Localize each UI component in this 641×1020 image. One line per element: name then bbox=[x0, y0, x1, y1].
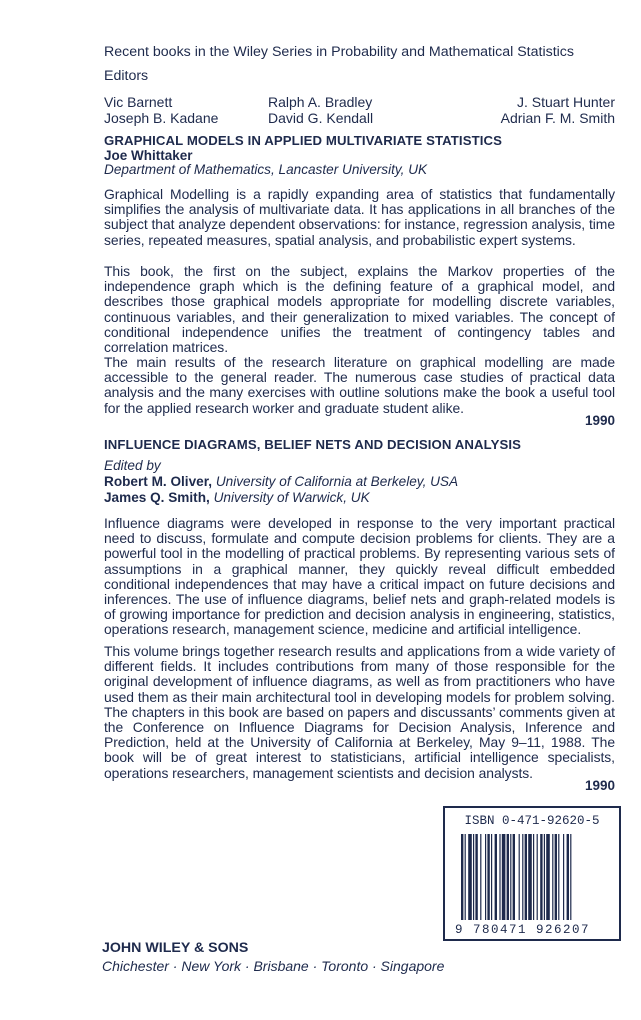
barcode-bar bbox=[525, 834, 527, 920]
book-1-paragraph-3: The main results of the research literature on graphical modelling are made accessible to the general reader. The numerous case studies of practical data analysis and the many exercises with outline solutions make the book a useful tool for the applied research worker and graduate student alike. bbox=[104, 354, 615, 416]
barcode-bar bbox=[537, 834, 538, 920]
barcode-bar bbox=[473, 834, 474, 920]
barcode-bar bbox=[540, 834, 542, 920]
editors-column-3 bbox=[501, 94, 615, 126]
barcode-bar bbox=[555, 834, 557, 920]
barcode-bar bbox=[552, 834, 553, 920]
isbn-number: ISBN 0-471-92620-5 bbox=[464, 814, 600, 828]
barcode-bar bbox=[465, 834, 466, 920]
editors-column-1 bbox=[104, 94, 218, 126]
barcode-bar bbox=[495, 834, 497, 920]
book-2-editor-1 bbox=[104, 474, 458, 490]
barcode-bar bbox=[507, 834, 509, 920]
editor-name: Robert M. Oliver, bbox=[104, 474, 213, 489]
editors-column-2 bbox=[268, 94, 373, 126]
series-heading: Recent books in the Wiley Series in Probability and Mathematical Statistics bbox=[104, 44, 574, 60]
ean-digits: 9 780471 926207 bbox=[455, 923, 591, 937]
barcode-bar bbox=[522, 834, 523, 920]
barcode-bar bbox=[487, 834, 489, 920]
barcode-bar bbox=[510, 834, 511, 920]
edited-by-label: Edited by bbox=[104, 458, 161, 473]
editor-name: Joseph B. Kadane bbox=[104, 110, 219, 126]
editor-name: Ralph A. Bradley bbox=[268, 94, 373, 110]
publisher-name: JOHN WILEY & SONS bbox=[102, 940, 249, 956]
editor-name: James Q. Smith, bbox=[104, 490, 210, 505]
barcode-bar bbox=[558, 834, 559, 920]
barcode-bar bbox=[461, 834, 463, 920]
publisher-cities: Chichester · New York · Brisbane · Toronto · Singapore bbox=[102, 958, 445, 974]
barcode-bar bbox=[567, 834, 569, 920]
book-1-paragraph-1: Graphical Modelling is a rapidly expanding area of statistics that fundamentally simplifies the analysis of multivariate data. It has applications in all branches of the subject that analyze dependent observations: for instance, regression analysis, time series, repeated measures, spatial analysis, and probabilistic expert systems. bbox=[104, 186, 615, 248]
barcode-icon bbox=[453, 834, 613, 922]
book-2-title: INFLUENCE DIAGRAMS, BELIEF NETS AND DECISION ANALYSIS bbox=[104, 437, 522, 452]
barcode-bar bbox=[480, 834, 481, 920]
barcode-bar bbox=[570, 834, 571, 920]
book-2-editor-2 bbox=[104, 490, 370, 506]
barcode-bar bbox=[528, 834, 532, 920]
book-2-paragraph-2: This volume brings together research results and applications from a wide variety of different fields. It includes contributions from many of those responsible for the original development of influence diagrams, as well as from practitioners who have used them as their main architectural tool in developing models for problem solving. The chapters in this book are based on papers and discussants’ comments given at the Conference on Influence Diagrams for Decision Analysis, Inference and Prediction, held at the University of California at Berkeley, May 9–11, 1988. The book will be of great interest to statisticians, artificial intelligence specialists, operations researchers, management scientists and decision analysts. bbox=[104, 643, 615, 781]
barcode-bar bbox=[544, 834, 545, 920]
barcode-bar bbox=[502, 834, 506, 920]
barcode-bar bbox=[499, 834, 500, 920]
editors-label: Editors bbox=[104, 68, 149, 84]
barcode-bar bbox=[546, 834, 550, 920]
book-1-title: GRAPHICAL MODELS IN APPLIED MULTIVARIATE STATISTICS bbox=[104, 133, 503, 148]
editor-name: Adrian F. M. Smith bbox=[500, 110, 615, 126]
barcode-bar bbox=[533, 834, 534, 920]
editor-name: Vic Barnett bbox=[104, 94, 173, 110]
editor-name: David G. Kendall bbox=[268, 110, 374, 126]
book-1-paragraph-2: This book, the first on the subject, explains the Markov properties of the independence graph which is the defining feature of a graphical model, and describes those graphical models appropriate for modelling discrete variables, continuous variables, and their generalization to mixed variables. The concept of conditional independence unifies the treatment of contingency tables and correlation matrices. bbox=[104, 263, 615, 356]
book-1-affiliation: Department of Mathematics, Lancaster University, UK bbox=[104, 162, 428, 177]
barcode-bar bbox=[485, 834, 486, 920]
book-2-year: 1990 bbox=[584, 778, 615, 793]
book-2-paragraph-1: Influence diagrams were developed in response to the very important practical need to discuss, formulate and compute decision problems for clients. They are a powerful tool in the modelling of practical problems. By representing various sets of assumptions in a graphical manner, they quickly reveal difficult embedded conditional independences that may have a critical impact on future decisions and inferences. The use of influence diagrams, belief nets and graph-related models is of growing importance for prediction and decision analysis in engineering, statistics, operations research, management science, medicine and artificial intelligence. bbox=[104, 515, 615, 638]
isbn-barcode-box bbox=[443, 806, 621, 941]
barcode-bar bbox=[563, 834, 564, 920]
book-1-author: Joe Whittaker bbox=[104, 148, 193, 163]
editor-name: J. Stuart Hunter bbox=[516, 94, 615, 110]
barcode-bar bbox=[475, 834, 477, 920]
barcode-bar bbox=[513, 834, 515, 920]
editor-affiliation: University of Warwick, UK bbox=[213, 490, 370, 505]
book-1-year: 1990 bbox=[584, 413, 615, 428]
barcode-bar bbox=[491, 834, 492, 920]
barcode-bar bbox=[468, 834, 472, 920]
barcode-bar bbox=[519, 834, 520, 920]
editor-affiliation: University of California at Berkeley, USA bbox=[215, 474, 459, 489]
